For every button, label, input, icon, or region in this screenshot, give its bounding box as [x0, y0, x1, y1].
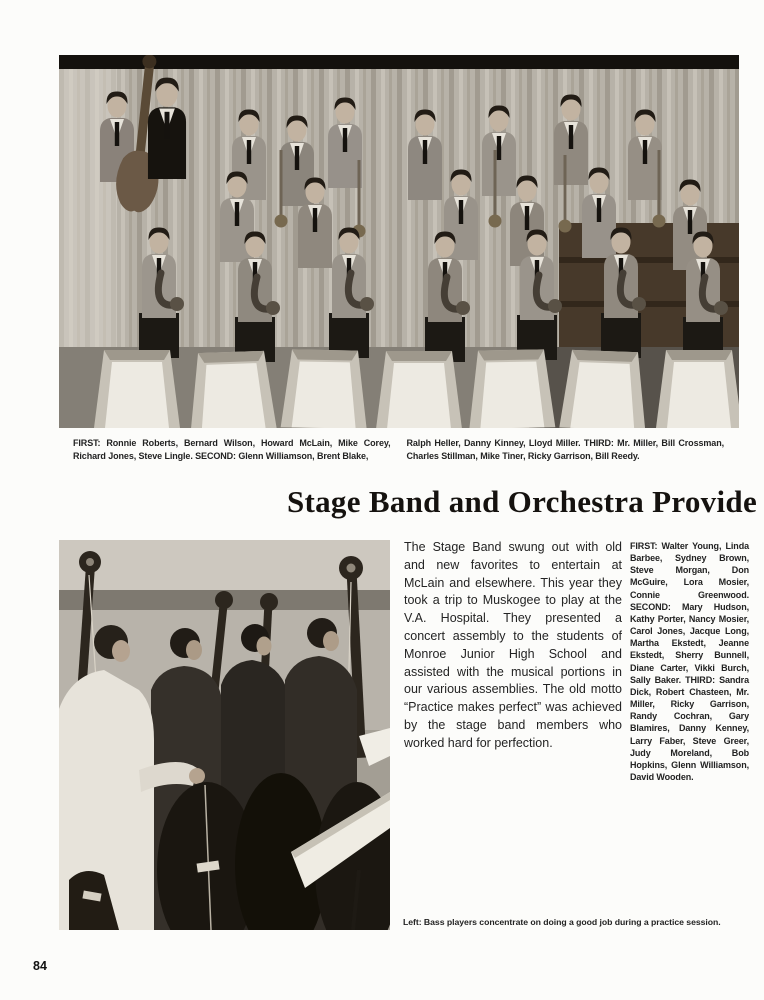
page-number: 84	[33, 959, 47, 973]
article-body: The Stage Band swung out with old and new favorites to entertain at McLain and elsewhere. This year they took a trip to Muskogee to play at the V.A. Hospital. They presented a concert assembly to the students of Monroe Junior High School and assisted with the musical portions in our various assemblies. The old motto “Practice makes perfect” was achieved by the stage band members who worked hard for perfection.	[404, 540, 622, 750]
stage-band-caption-left: FIRST: Ronnie Roberts, Bernard Wilson, Howard McLain, Mike Corey, Richard Jones, Steve Lingle. SECOND: Glenn Williamson, Brent Blake,	[73, 438, 391, 461]
stage-band-caption-right: Ralph Heller, Danny Kinney, Lloyd Miller. THIRD: Mr. Miller, Bill Crossman, Charles Stillman, Mike Tiner, Ricky Garrison, Bill Reedy.	[406, 438, 724, 461]
stage-band-captions	[73, 437, 724, 462]
bass-players-photo	[59, 540, 390, 930]
stage-band-photo	[59, 55, 739, 428]
stage-band-photo-art	[59, 55, 739, 428]
bass-players-photo-art	[59, 540, 390, 930]
orchestra-roster: FIRST: Walter Young, Linda Barbee, Sydney Brown, Steve Morgan, Don McGuire, Lora Mosier, Connie Greenwood. SECOND: Mary Hudson, Kathy Porter, Nancy Mosier, Carol Jones, Jacque Long, Martha Ekstedt, Jeanne Ekstedt, Sherry Bunnell, Diane Carter, Vikki Burch, Sally Baker. THIRD: Sandra Dick, Robert Chasteen, Mr. Miller, Ricky Garrison, Randy Cochran, Gary Blamires, Danny Kenney, Larry Faber, Steve Greer, Judy Moreland, Bob Hopkins, Glenn Williamson, David Wooden.	[630, 541, 749, 782]
page-title: Stage Band and Orchestra Provide	[286, 484, 757, 519]
bass-photo-caption: Left: Bass players concentrate on doing a good job during a practice session.	[403, 917, 721, 927]
